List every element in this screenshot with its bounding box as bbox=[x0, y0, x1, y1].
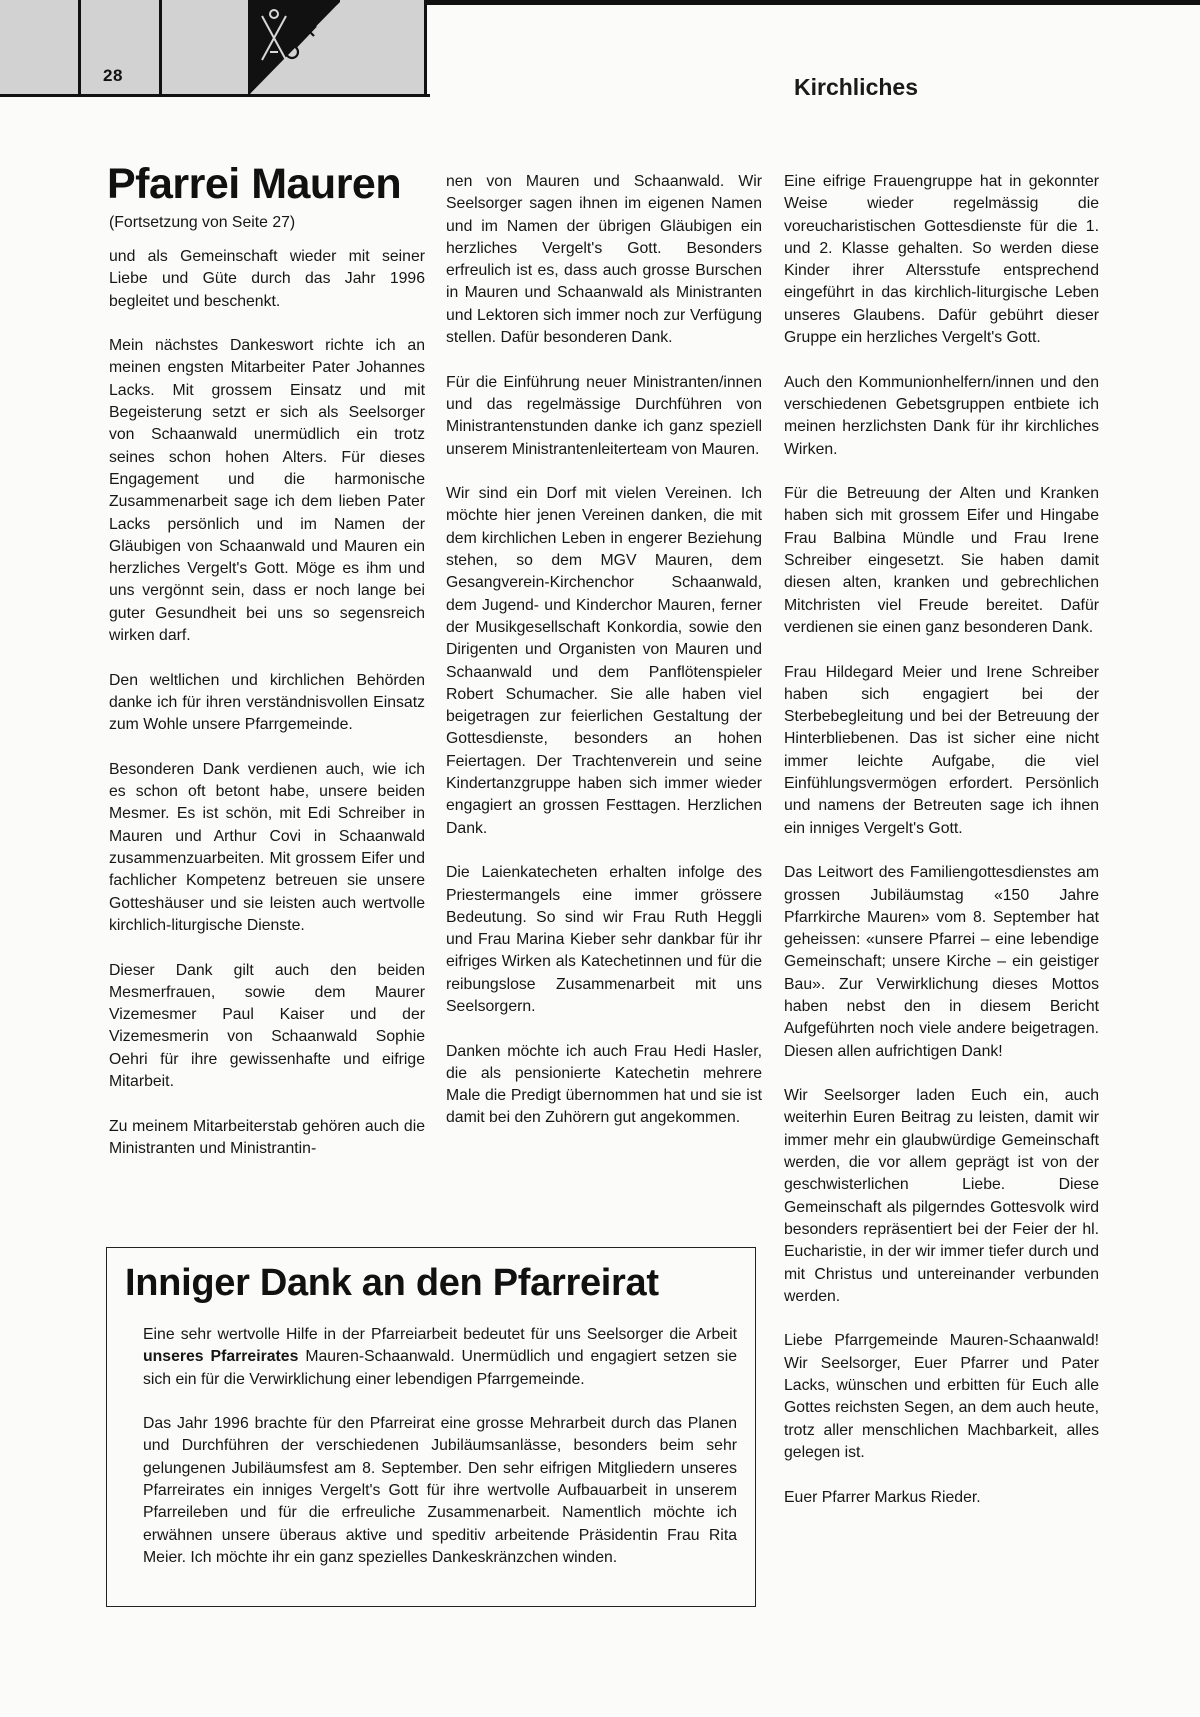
paragraph: Danken möchte ich auch Frau Hedi Hasler, die als pensionierte Katechetin mehrere Male die Predigt übernommen hat und sie ist damit bei den Zuhörern gut angekommen. bbox=[446, 1042, 762, 1127]
paragraph: Den weltlichen und kirchlichen Behörden danke ich für ihren verständnisvollen Einsatz zum Wohle unsere Pfarrgemeinde. bbox=[109, 671, 425, 734]
box-text: Mauren-Schaanwald. Unermüdlich und engagiert setzen sie sich ein für die Verwirklichung einer lebendigen Pfarrgemeinde. bbox=[143, 1348, 737, 1388]
paragraph: und als Gemeinschaft wieder mit seiner Liebe und Güte durch das Jahr 1996 begleitet und beschenkt. bbox=[109, 248, 425, 310]
header-blocks bbox=[0, 0, 430, 98]
page-header bbox=[0, 0, 1200, 98]
paragraph: Besonderen Dank verdienen auch, wie ich es schon oft betont habe, unsere beiden Mesmer. Es ist schön, mit Edi Schreiber in Mauren und Arthur Covi in Schaanwald zusammenzuarbeiten. Mit grossem Eifer und fachlicher Kompetenz betreuen sie unsere Gotteshäuser und sie leisten auch wertvolle kirchlich-liturgische Dienste. bbox=[109, 760, 425, 934]
crossed-keys-sword-icon bbox=[250, 2, 340, 94]
text-column-1 bbox=[109, 246, 425, 1182]
thanks-box bbox=[106, 1247, 756, 1607]
text-column-2 bbox=[446, 171, 762, 1152]
article-subtitle: (Fortsetzung von Seite 27) bbox=[109, 214, 296, 231]
header-bottom-rule bbox=[0, 94, 430, 97]
paragraph: Liebe Pfarrgemeinde Mauren-Schaanwald! Wir Seelsorger, Euer Pfarrer und Pater Lacks, wünschen und erbitten für Euch alle Gottes reichsten Segen, an dem auch heute, trotz aller menschlichen Machbarkeit, alles gelegen ist. bbox=[784, 1332, 1099, 1461]
paragraph: Das Leitwort des Familiengottesdienstes am grossen Jubiläumstag «150 Jahre Pfarrkirche Mauren» vom 8. September hat geheissen: «unsere Pfarrei – eine lebendige Gemeinschaft; unsere Kirche – ein geistiger Bau». Zur Verwirklichung dieses Mottos haben nebst den in diesem Bericht Aufgeführten noch viele andere beigetragen. Diesen allen aufrichtigen Dank! bbox=[784, 864, 1099, 1060]
header-block bbox=[162, 0, 251, 94]
header-block bbox=[340, 0, 427, 94]
paragraph: Eine eifrige Frauengruppe hat in gekonnter Weise wieder regelmässig die voreucharistischen Gottesdienste für die 1. und 2. Klasse gehalten. So werden diese Kinder ihrer Altersstufe entsprechend eingeführt in das kirchlich-liturgische Leben unseres Glaubens. Dafür gebührt dieser Gruppe ein herzliches Vergelt's Gott. bbox=[784, 173, 1099, 347]
box-body bbox=[127, 1324, 737, 1569]
paragraph: Wir sind ein Dorf mit vielen Vereinen. Ich möchte hier jenen Vereinen danken, die mit dem kirchlichen Leben in engerer Beziehung stehen, so dem MGV Mauren, dem Gesangverein-Kirchenchor Schaanwald, dem Jugend- und Kinderchor Mauren, ferner der Musikgesellschaft Konkordia, sowie den Dirigenten und Organisten von Mauren und Schaanwald und dem Panflötenspieler Robert Schumacher. Sie alle haben viel beigetragen zur feierlichen Gestaltung der Gottesdienste, besonders an hohen Feiertagen. Der Trachtenverein und seine Kindertanzgruppe haben sich immer wieder engagiert an grossen Festtagen. Herzlichen Dank. bbox=[446, 485, 762, 837]
paragraph: Frau Hildegard Meier und Irene Schreiber haben sich engagiert bei der Sterbebegleitung und bei der Betreuung der Hinterbliebenen. Das ist sicher eine nicht immer leichte Aufgabe, die viel Einfühlungsvermögen erfordert. Persönlich und namens der Betreuten sage ich ihnen ein inniges Vergelt's Gott. bbox=[784, 663, 1099, 837]
header-block bbox=[0, 0, 81, 94]
signature: Euer Pfarrer Markus Rieder. bbox=[784, 1488, 981, 1506]
box-text: Eine sehr wertvolle Hilfe in der Pfarreiarbeit bedeutet für uns Seelsorger die Arbeit bbox=[143, 1326, 737, 1343]
paragraph: Für die Betreuung der Alten und Kranken haben sich mit grossem Eifer und Hingabe Frau Balbina Mündle und Frau Irene Schreiber eingesetzt. Sie haben damit diesen alten, kranken und gebrechlichen Mitchristen viel Freude bereitet. Dafür verdienen sie einen ganz besonderen Dank. bbox=[784, 485, 1099, 636]
paragraph: Die Laienkatecheten erhalten infolge des Priestermangels eine immer grössere Bedeutung. So sind wir Frau Ruth Heggli und Frau Marina Kieber sehr dankbar für ihr eifriges Wirken als Katechetinnen und für die reibungslose Zusammenarbeit mit uns Seelsorgern. bbox=[446, 864, 762, 1015]
box-paragraph: Das Jahr 1996 brachte für den Pfarreirat eine grosse Mehrarbeit durch das Planen und Durchführen der verschiedenen Jubiläumsanlässe, besonders beim sehr gelungenen Jubiläumsfest am 8. September. Den sehr eifrigen Mitgliedern unseres Pfarreirates ein inniges Vergelt's Gott für ihre wertvolle Aufbauarbeit in unserem Pfarreileben und für die erfreuliche Zusammenarbeit. Namentlich möchte ich erwähnen unsere überaus aktive und speditiv arbeitende Präsidentin Frau Rita Meier. Ich möchte ihr ein ganz spezielles Dankeskränzchen winden. bbox=[143, 1415, 737, 1566]
paragraph: nen von Mauren und Schaanwald. Wir Seelsorger sagen ihnen im eigenen Namen und im Namen der übrigen Gläubigen ein herzliches Vergelt's Gott. Besonders erfreulich ist es, dass auch grosse Burschen in Mauren und Schaanwald als Ministranten und Lektoren sich immer noch zur Verfügung stellen. Dafür besonderen Dank. bbox=[446, 173, 762, 347]
paragraph: Dieser Dank gilt auch den beiden Mesmerfrauen, sowie dem Maurer Vizemesmer Paul Kaiser und der Vizemesmerin von Schaanwald Sophie Oehri für ihre gewissenhafte und eifrige Mitarbeit. bbox=[109, 961, 425, 1090]
paragraph: Mein nächstes Dankeswort richte ich an meinen engsten Mitarbeiter Pater Johannes Lacks. Mit grossem Einsatz und mit Begeisterung setzt er sich als Seelsorger von Schaanwald unermüdlich ein trotz seines schon hohen Alters. Für dieses Engagement und die harmonische Zusammenarbeit sage ich dem lieben Pater Lacks persönlich und im Namen der Gläubigen von Schaanwald und Mauren ein herzliches Vergelt's Gott. Möge es ihm und uns vergönnt sein, dass er noch lange bei guter Gesundheit bei uns so segensreich wirken darf. bbox=[109, 337, 425, 645]
box-emphasis: unseres Pfarreirates bbox=[143, 1348, 299, 1366]
box-paragraph bbox=[127, 1324, 737, 1391]
paragraph: Auch den Kommunionhelfern/innen und den verschiedenen Gebetsgruppen entbiete ich meinen herzlichsten Dank für ihr kirchliches Wirken. bbox=[784, 373, 1099, 458]
paragraph: Zu meinem Mitarbeiterstab gehören auch die Ministranten und Ministrantin- bbox=[109, 1117, 425, 1157]
paragraph: Für die Einführung neuer Ministranten/innen und das regelmässige Durchführen von Ministrantenstunden danke ich ganz speziell unserem Ministrantenleiterteam von Mauren. bbox=[446, 373, 762, 458]
text-column-3 bbox=[784, 171, 1099, 1531]
article-title: Pfarrei Mauren bbox=[107, 160, 402, 208]
paragraph: Wir Seelsorger laden Euch ein, auch weiterhin Euren Beitrag zu leisten, damit wir immer mehr ein glaubwürdige Gemeinschaft werden, die vor allem geprägt ist von der geschwisterlichen Liebe. Diese Gemeinschaft als pilgerndes Gottesvolk wird besonders repräsentiert bei der Feier der hl. Eucharistie, in der wir immer tiefer durch und mit Christus und untereinander verbunden werden. bbox=[784, 1087, 1099, 1305]
page-number: 28 bbox=[103, 66, 123, 85]
box-title: Inniger Dank an den Pfarreirat bbox=[125, 1262, 659, 1304]
section-title: Kirchliches bbox=[794, 74, 918, 100]
